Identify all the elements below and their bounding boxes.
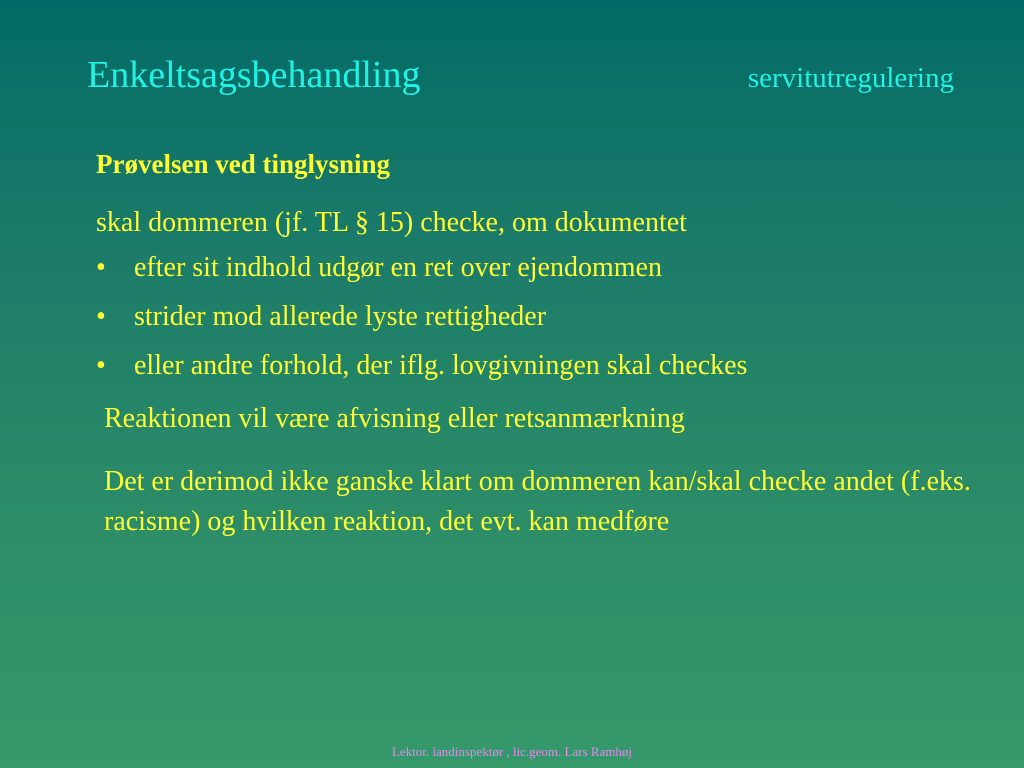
bullet-icon: • <box>96 252 106 283</box>
bullet-icon: • <box>96 350 106 381</box>
bullet-item <box>96 301 747 350</box>
bullet-item <box>96 252 747 301</box>
intro-text: skal dommeren (jf. TL § 15) checke, om dokumentet <box>96 207 687 238</box>
paragraph-uncertainty: Det er derimod ikke ganske klart om dommeren kan/skal checke andet (f.eks. racisme) og hvilken reaktion, det evt. kan medføre <box>104 466 971 537</box>
section-heading: Prøvelsen ved tinglysning <box>96 149 391 179</box>
bullet-item <box>96 350 747 399</box>
slide-subtitle: servitutregulering <box>747 62 954 94</box>
bullet-text: strider mod allerede lyste rettigheder <box>134 301 547 332</box>
bullet-icon: • <box>96 301 106 332</box>
paragraph-reaction: Reaktionen vil være afvisning eller retsanmærkning <box>104 403 685 434</box>
slide-title: Enkeltsagsbehandling <box>87 54 421 96</box>
footer-author: Lektor. landinspektør , lic.geom. Lars Ramhøj <box>391 744 633 759</box>
bullet-text: efter sit indhold udgør en ret over ejendommen <box>134 252 662 283</box>
bullet-text: eller andre forhold, der iflg. lovgivningen skal checkes <box>134 350 748 381</box>
bullet-list <box>96 252 747 399</box>
